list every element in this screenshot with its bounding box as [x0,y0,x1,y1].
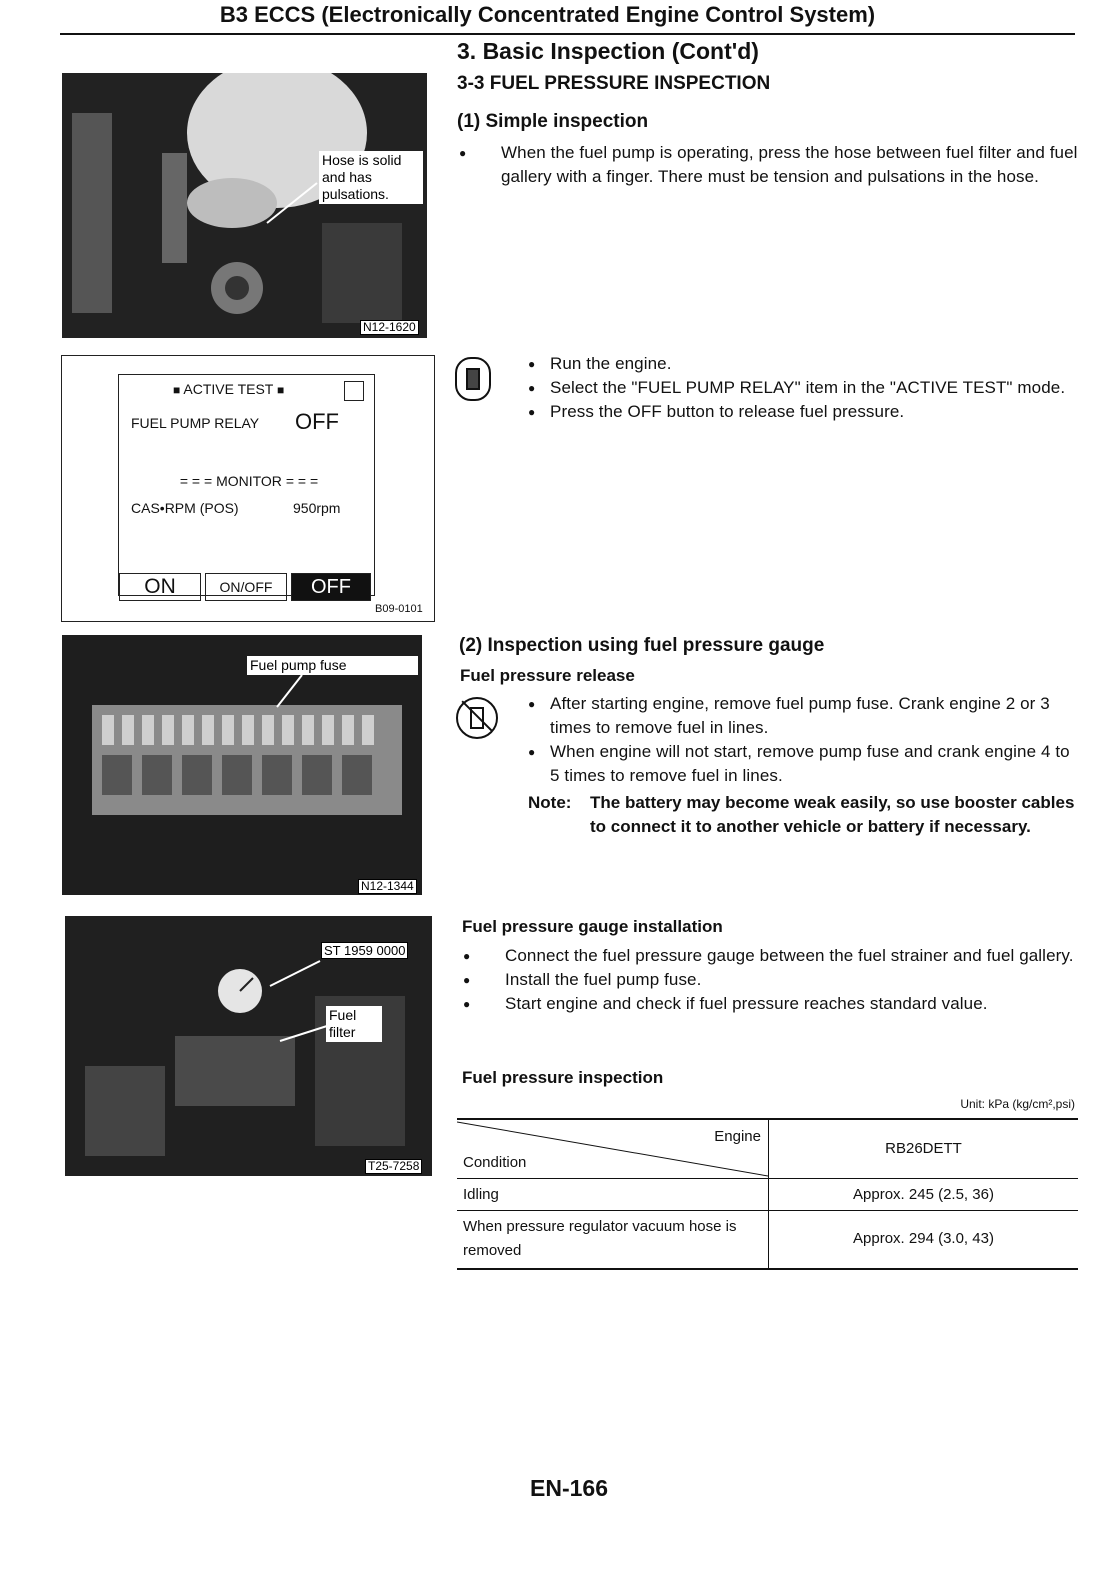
fuel-filter-callout: Fuel filter [326,1006,382,1042]
release-heading: Fuel pressure release [460,666,635,685]
release-step: ● After starting engine, remove fuel pump fuse. Crank engine 2 or 3 times to remove fuel in lines. [528,692,1078,740]
monitor-label: MONITOR [216,473,282,489]
fuse-box-photo [62,635,422,895]
inspection-heading: Fuel pressure inspection [462,1068,664,1087]
install-step: ● Connect the fuel pressure gauge between the fuel strainer and fuel gallery. [463,944,1078,968]
spec-table-header-rule [457,1178,1078,1179]
simple-inspection-bullet: ● When the fuel pump is operating, press the hose between fuel filter and fuel gallery with a finger. There must be tension and pulsations in the hose. [459,141,1086,189]
checkbox-icon [344,381,364,401]
install-step: ● Install the fuel pump fuse. [463,968,1078,992]
note-label: Note: [528,793,572,812]
active-test-title [173,381,284,397]
simple-inspection-heading: (1) Simple inspection [457,111,649,132]
off-button[interactable]: OFF [291,573,371,601]
hose-callout: Hose is solid and has pulsations. [319,151,423,204]
unit-label: Unit: kPa (kg/cm²,psi) [960,1097,1075,1111]
pressure-gauge-photo [65,916,432,1176]
figure-code: N12-1620 [360,320,419,335]
engine-model-cell: RB26DETT [885,1140,962,1157]
spec-table-bottom-rule [457,1268,1078,1270]
fuel-pump-fuse-callout: Fuel pump fuse [247,656,418,675]
fuel-hose-photo-art [62,73,427,338]
monitor-label-row [129,473,369,489]
note-text: The battery may become weak easily, so use booster cables to connect it to another vehicle or battery if necessary. [590,793,1075,836]
condition-header: Condition [463,1154,527,1171]
install-steps [463,944,1078,1016]
table-row-condition: When pressure regulator vacuum hose is removed [463,1218,737,1259]
spec-table-row-rule [457,1210,1078,1211]
step-item: ● Press the OFF button to release fuel pressure. [528,400,1078,424]
header-rule [60,33,1075,35]
spec-table-header [457,1120,768,1178]
battery-note [528,791,1078,839]
equals-rule: = = = [285,473,319,489]
release-steps [528,692,1078,788]
figure-code: N12-1344 [358,879,417,894]
step-item: ● Run the engine. [528,352,1078,376]
engine-header: Engine [714,1128,761,1145]
section-title: 3. Basic Inspection (Cont'd) [457,38,759,64]
square-icon: ■ [173,383,181,397]
consult-tester-icon [455,357,491,401]
page-number: EN-166 [530,1475,608,1501]
table-row-value: Approx. 294 (3.0, 43) [853,1230,994,1247]
install-step: ● Start engine and check if fuel pressure reaches standard value. [463,992,1078,1016]
monitor-item: CAS•RPM (POS) [131,500,239,516]
monitor-value: 950rpm [293,500,341,516]
figure-code: T25-7258 [365,1159,422,1174]
figure-code: B09-0101 [375,603,423,615]
consult-screen [118,374,375,596]
gauge-inspection-heading: (2) Inspection using fuel pressure gauge [459,635,825,656]
fuel-hose-photo [62,73,427,338]
page-header-title: B3 ECCS (Electronically Concentrated Engine Control System) [219,2,876,27]
install-heading: Fuel pressure gauge installation [462,917,723,936]
table-row-value: Approx. 245 (2.5, 36) [853,1186,994,1203]
active-test-label: ACTIVE TEST [183,381,274,397]
step-item: ● Select the "FUEL PUMP RELAY" item in the "ACTIVE TEST" mode. [528,376,1078,400]
test-item-label: FUEL PUMP RELAY [131,415,260,431]
no-start-icon [456,697,498,739]
tool-callout: ST 1959 0000 [321,942,408,959]
on-off-button[interactable]: ON/OFF [205,573,287,601]
subsection-title: 3-3 FUEL PRESSURE INSPECTION [457,73,771,94]
release-step: ● When engine will not start, remove pump fuse and crank engine 4 to 5 times to remove fuel in lines. [528,740,1078,788]
on-button[interactable]: ON [119,573,201,601]
equals-rule: = = = [179,473,213,489]
square-icon: ■ [277,383,285,397]
table-row-condition: Idling [463,1186,499,1203]
test-item-value: OFF [295,409,339,434]
active-test-steps [528,352,1078,424]
